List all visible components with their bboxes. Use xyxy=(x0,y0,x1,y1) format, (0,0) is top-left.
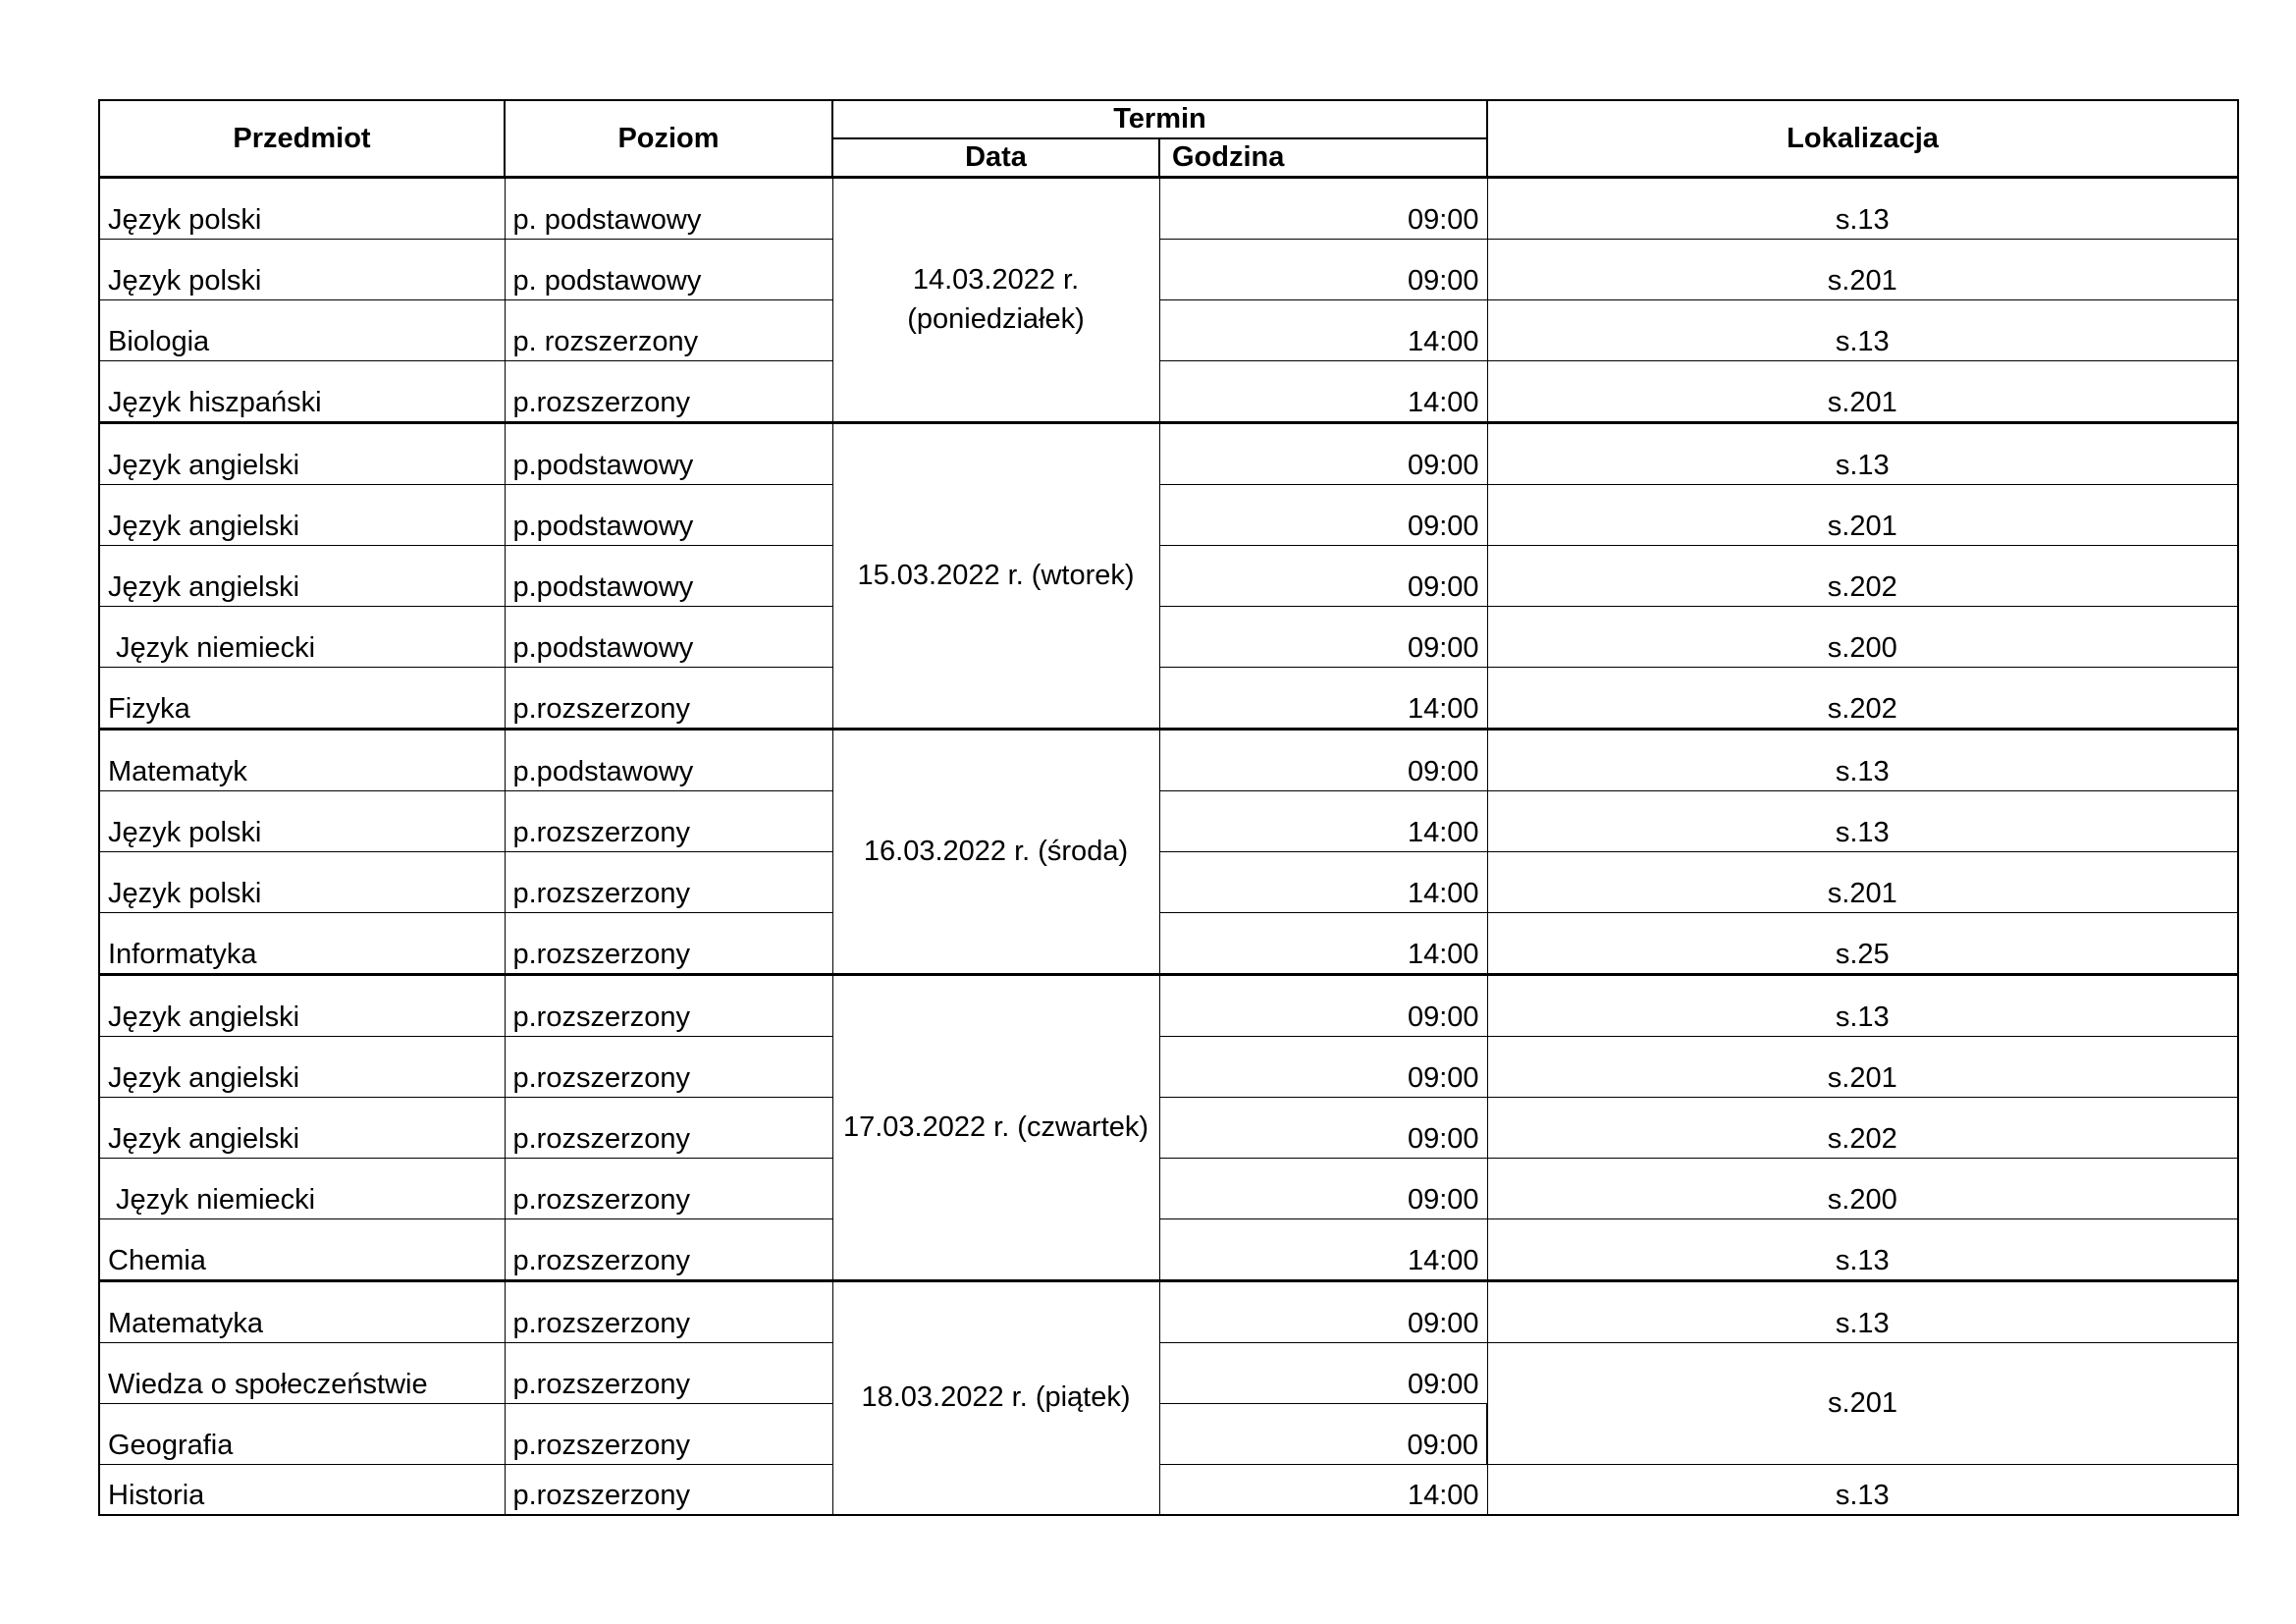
subject-cell: Język polski xyxy=(99,852,505,913)
header-przedmiot: Przedmiot xyxy=(99,100,505,178)
subject-cell: Język angielski xyxy=(99,546,505,607)
location-cell: s.202 xyxy=(1487,1098,2238,1159)
table-row xyxy=(99,1281,2238,1343)
location-cell: s.201 xyxy=(1487,361,2238,423)
time-cell: 09:00 xyxy=(1159,1098,1487,1159)
time-cell: 14:00 xyxy=(1159,1465,1487,1516)
location-cell: s.200 xyxy=(1487,607,2238,668)
header-termin: Termin xyxy=(832,100,1487,138)
date-cell: 17.03.2022 r. (czwartek) xyxy=(832,975,1159,1281)
location-cell: s.25 xyxy=(1487,913,2238,975)
location-cell: s.13 xyxy=(1487,1465,2238,1516)
time-cell: 09:00 xyxy=(1159,485,1487,546)
time-cell: 09:00 xyxy=(1159,423,1487,485)
time-cell: 09:00 xyxy=(1159,1404,1487,1465)
level-cell: p.rozszerzony xyxy=(505,668,832,730)
level-cell: p.rozszerzony xyxy=(505,1219,832,1281)
table-row xyxy=(99,607,2238,668)
level-cell: p. rozszerzony xyxy=(505,300,832,361)
table-row xyxy=(99,485,2238,546)
time-cell: 09:00 xyxy=(1159,240,1487,300)
table-row xyxy=(99,1343,2238,1404)
subject-cell: Język polski xyxy=(99,178,505,240)
subject-cell: Matematyka xyxy=(99,1281,505,1343)
date-cell: 18.03.2022 r. (piątek) xyxy=(832,1281,1159,1516)
subject-cell: Chemia xyxy=(99,1219,505,1281)
level-cell: p.rozszerzony xyxy=(505,975,832,1037)
subject-cell: Biologia xyxy=(99,300,505,361)
level-cell: p.rozszerzony xyxy=(505,852,832,913)
location-cell: s.13 xyxy=(1487,730,2238,791)
location-cell: s.13 xyxy=(1487,975,2238,1037)
location-cell: s.202 xyxy=(1487,668,2238,730)
date-cell: 14.03.2022 r. (poniedziałek) xyxy=(832,178,1159,423)
header-godzina: Godzina xyxy=(1159,138,1487,178)
subject-cell: Język polski xyxy=(99,791,505,852)
level-cell: p.rozszerzony xyxy=(505,1465,832,1516)
subject-cell: Język hiszpański xyxy=(99,361,505,423)
time-cell: 09:00 xyxy=(1159,1037,1487,1098)
location-cell: s.201 xyxy=(1487,1343,2238,1465)
subject-cell: Język angielski xyxy=(99,1098,505,1159)
level-cell: p.podstawowy xyxy=(505,546,832,607)
location-cell: s.201 xyxy=(1487,485,2238,546)
level-cell: p.rozszerzony xyxy=(505,913,832,975)
subject-cell: Język niemiecki xyxy=(99,607,505,668)
subject-cell: Język angielski xyxy=(99,975,505,1037)
time-cell: 09:00 xyxy=(1159,178,1487,240)
subject-cell: Historia xyxy=(99,1465,505,1516)
table-row xyxy=(99,1098,2238,1159)
subject-cell: Język niemiecki xyxy=(99,1159,505,1219)
location-cell: s.201 xyxy=(1487,1037,2238,1098)
time-cell: 09:00 xyxy=(1159,1281,1487,1343)
table-row xyxy=(99,1219,2238,1281)
subject-cell: Informatyka xyxy=(99,913,505,975)
location-cell: s.13 xyxy=(1487,300,2238,361)
time-cell: 09:00 xyxy=(1159,730,1487,791)
table-row xyxy=(99,730,2238,791)
header-lokalizacja: Lokalizacja xyxy=(1487,100,2238,178)
level-cell: p.podstawowy xyxy=(505,730,832,791)
table-row xyxy=(99,913,2238,975)
location-cell: s.202 xyxy=(1487,546,2238,607)
location-cell: s.201 xyxy=(1487,852,2238,913)
subject-cell: Język angielski xyxy=(99,485,505,546)
time-cell: 09:00 xyxy=(1159,607,1487,668)
table-row xyxy=(99,423,2238,485)
level-cell: p. podstawowy xyxy=(505,240,832,300)
time-cell: 14:00 xyxy=(1159,791,1487,852)
level-cell: p.podstawowy xyxy=(505,423,832,485)
time-cell: 09:00 xyxy=(1159,1159,1487,1219)
level-cell: p. podstawowy xyxy=(505,178,832,240)
level-cell: p.rozszerzony xyxy=(505,1098,832,1159)
time-cell: 14:00 xyxy=(1159,913,1487,975)
table-row xyxy=(99,240,2238,300)
subject-cell: Język polski xyxy=(99,240,505,300)
level-cell: p.rozszerzony xyxy=(505,1281,832,1343)
table-row xyxy=(99,975,2238,1037)
subject-cell: Wiedza o społeczeństwie xyxy=(99,1343,505,1404)
date-cell: 15.03.2022 r. (wtorek) xyxy=(832,423,1159,730)
table-row xyxy=(99,852,2238,913)
location-cell: s.200 xyxy=(1487,1159,2238,1219)
header-data: Data xyxy=(832,138,1159,178)
subject-cell: Język angielski xyxy=(99,1037,505,1098)
level-cell: p.rozszerzony xyxy=(505,1159,832,1219)
location-cell: s.13 xyxy=(1487,1219,2238,1281)
table-header xyxy=(99,100,2238,178)
level-cell: p.rozszerzony xyxy=(505,1343,832,1404)
date-cell: 16.03.2022 r. (środa) xyxy=(832,730,1159,975)
level-cell: p.rozszerzony xyxy=(505,361,832,423)
time-cell: 14:00 xyxy=(1159,1219,1487,1281)
subject-cell: Geografia xyxy=(99,1404,505,1465)
time-cell: 09:00 xyxy=(1159,975,1487,1037)
level-cell: p.rozszerzony xyxy=(505,1037,832,1098)
location-cell: s.201 xyxy=(1487,240,2238,300)
level-cell: p.rozszerzony xyxy=(505,791,832,852)
location-cell: s.13 xyxy=(1487,791,2238,852)
table-row xyxy=(99,1037,2238,1098)
time-cell: 14:00 xyxy=(1159,852,1487,913)
table-body xyxy=(99,178,2238,1516)
location-cell: s.13 xyxy=(1487,423,2238,485)
table-row xyxy=(99,1159,2238,1219)
level-cell: p.podstawowy xyxy=(505,607,832,668)
location-cell: s.13 xyxy=(1487,178,2238,240)
table-row xyxy=(99,546,2238,607)
table-row xyxy=(99,178,2238,240)
subject-cell: Język angielski xyxy=(99,423,505,485)
subject-cell: Fizyka xyxy=(99,668,505,730)
location-cell: s.13 xyxy=(1487,1281,2238,1343)
subject-cell: Matematyk xyxy=(99,730,505,791)
table-row xyxy=(99,1465,2238,1516)
exam-schedule-table xyxy=(98,99,2239,1516)
time-cell: 14:00 xyxy=(1159,300,1487,361)
time-cell: 14:00 xyxy=(1159,361,1487,423)
time-cell: 09:00 xyxy=(1159,546,1487,607)
table-row xyxy=(99,300,2238,361)
level-cell: p.rozszerzony xyxy=(505,1404,832,1465)
table-row xyxy=(99,668,2238,730)
header-poziom: Poziom xyxy=(505,100,832,178)
level-cell: p.podstawowy xyxy=(505,485,832,546)
table-row xyxy=(99,361,2238,423)
time-cell: 14:00 xyxy=(1159,668,1487,730)
table-row xyxy=(99,791,2238,852)
time-cell: 09:00 xyxy=(1159,1343,1487,1404)
